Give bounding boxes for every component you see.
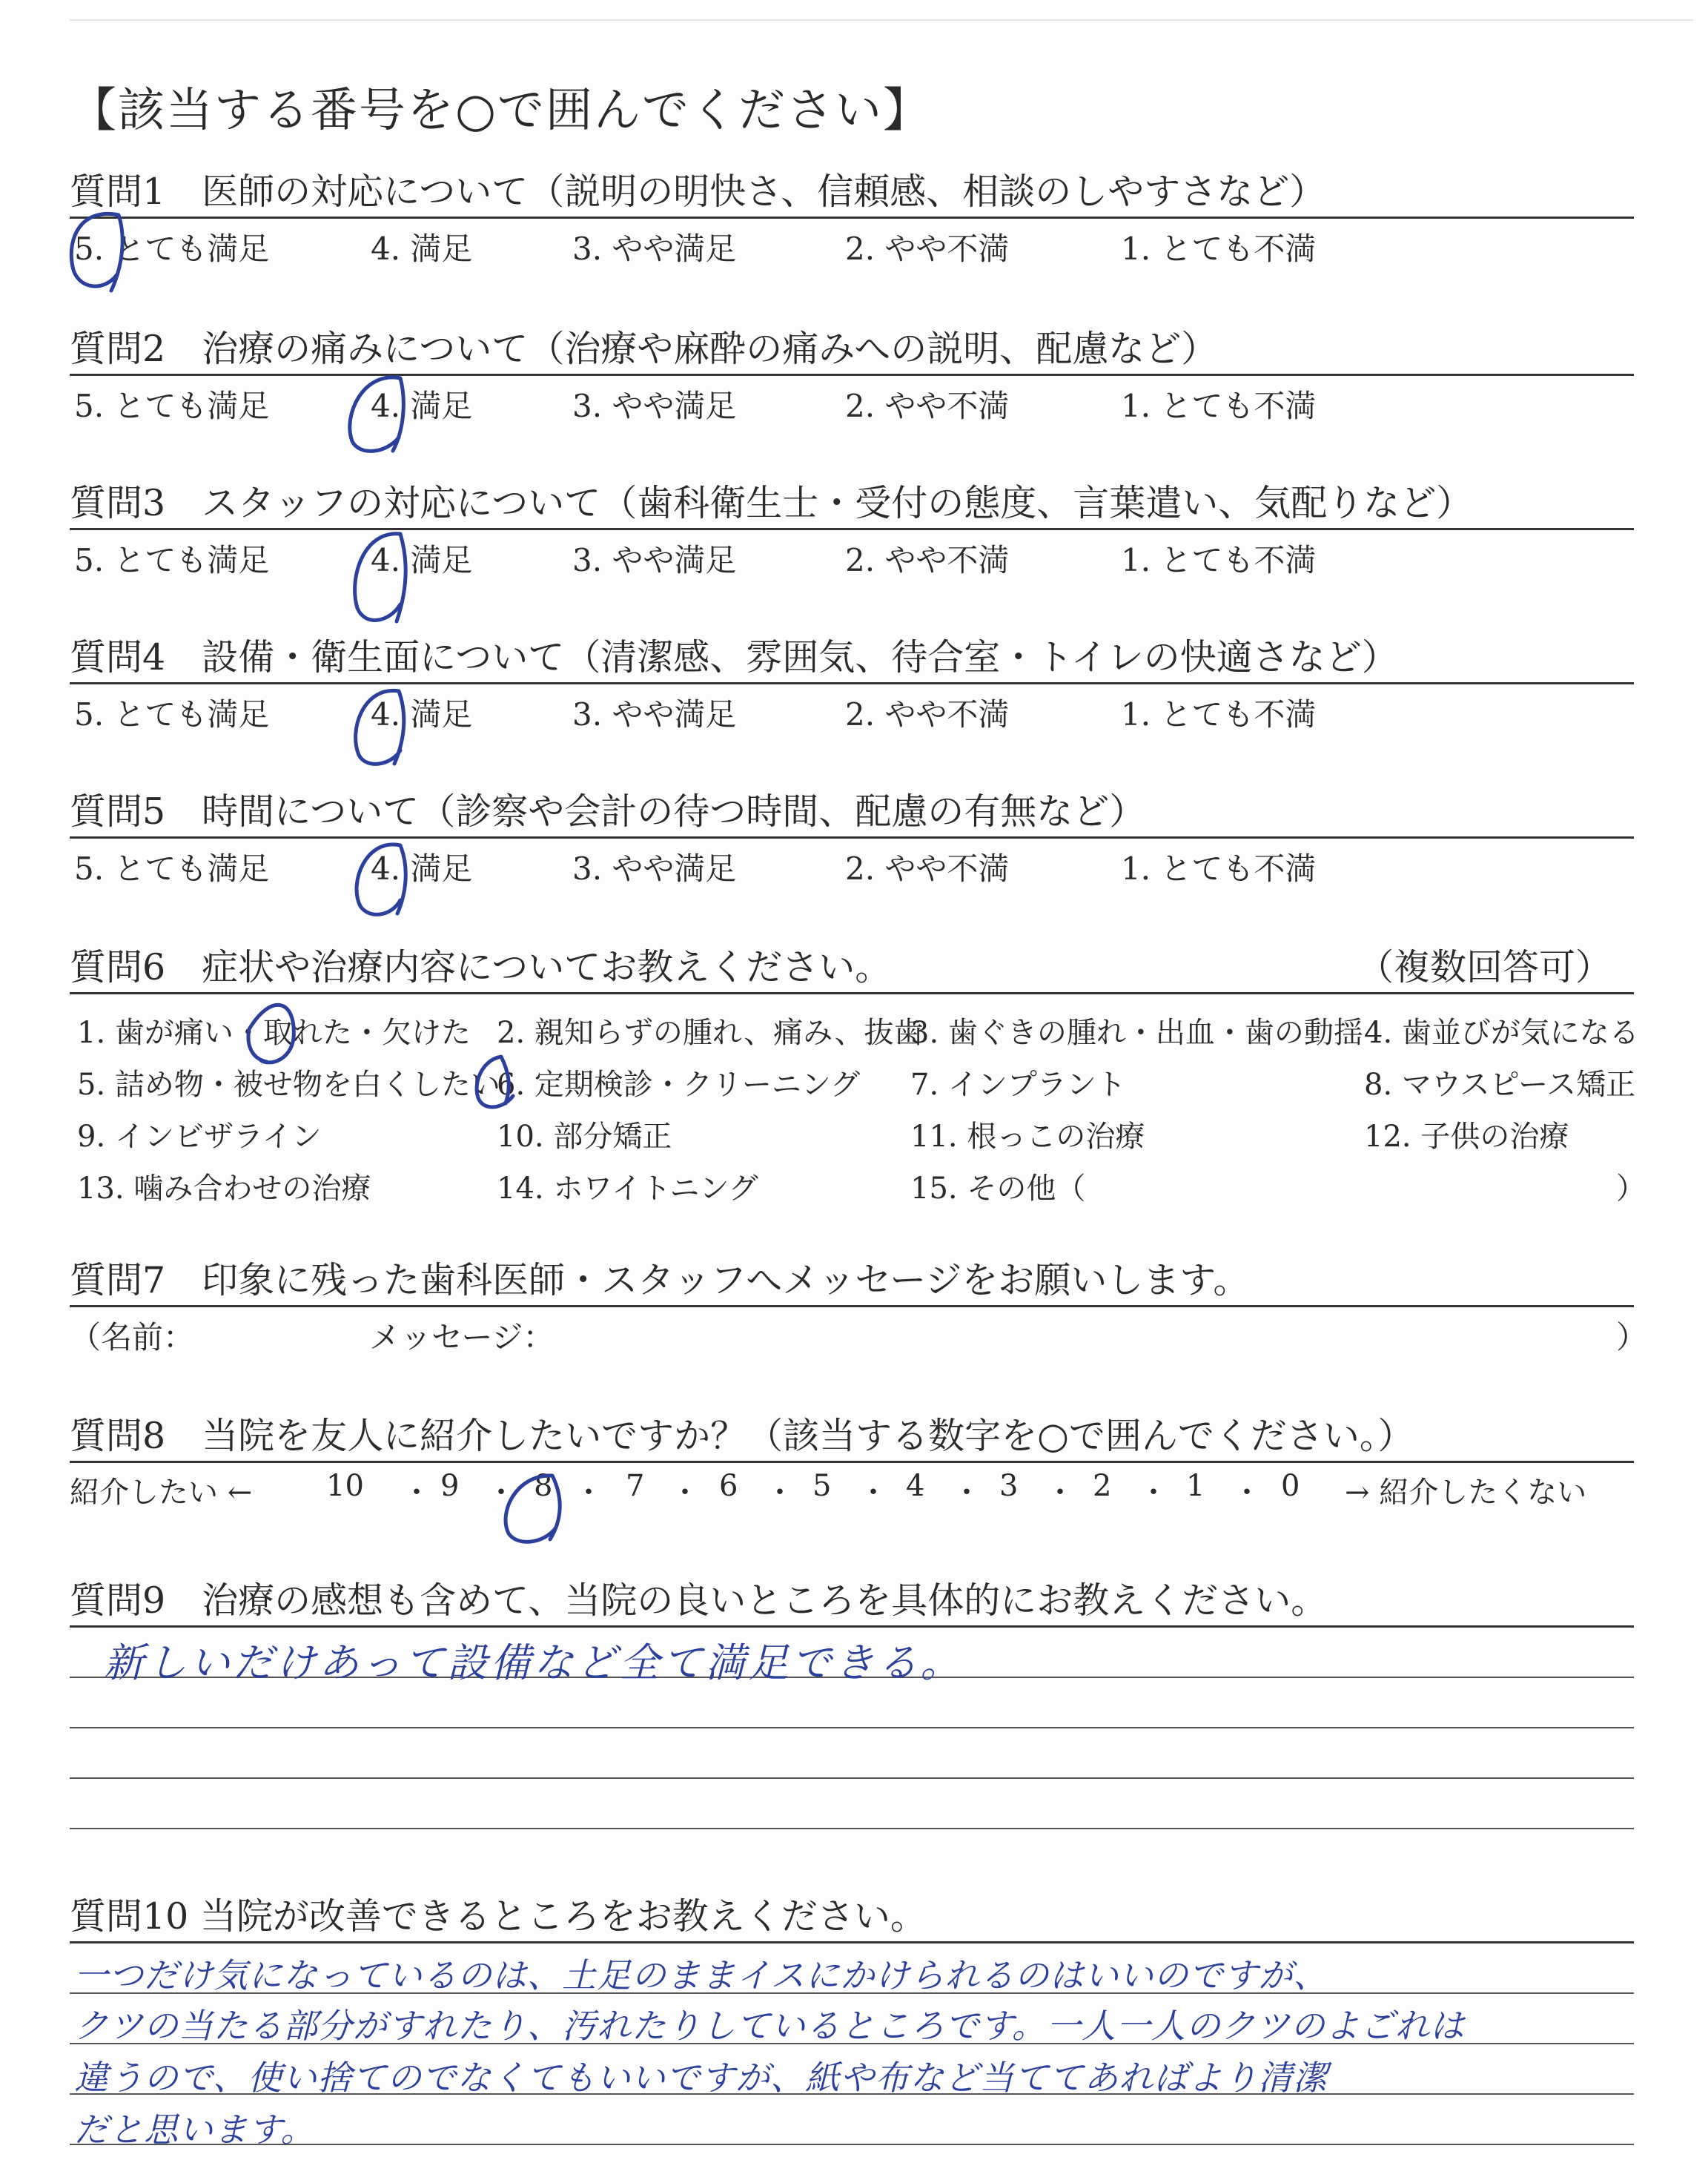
option-1[interactable]: 1. とても不満 <box>1121 231 1317 267</box>
scale-0[interactable]: 0 <box>1281 1469 1300 1503</box>
q8-answer-circle <box>506 1476 560 1542</box>
question-title-text: 質問6 症状や治療内容についてお教えください。 <box>70 946 892 988</box>
scale-4[interactable]: 4 <box>906 1469 925 1503</box>
scale-left-label: 紹介したい ← <box>70 1476 253 1510</box>
scale-9[interactable]: 9 <box>440 1469 460 1503</box>
option-5[interactable]: 5. とても満足 <box>74 542 270 578</box>
symptom-option-15[interactable]: 15. その他（ <box>910 1172 1086 1206</box>
option-4[interactable]: 4. 満足 <box>371 231 473 267</box>
scale-dot: ・ <box>1232 1476 1262 1510</box>
scale-3[interactable]: 3 <box>999 1469 1019 1503</box>
scale-dot: ・ <box>402 1476 431 1510</box>
q6-option-1-circle <box>248 1005 294 1063</box>
symptom-option-9[interactable]: 9. インビザライン <box>77 1120 322 1154</box>
scale-dot: ・ <box>1139 1476 1168 1510</box>
option-3[interactable]: 3. やや満足 <box>572 542 737 578</box>
other-close-paren: ） <box>1616 1172 1646 1206</box>
scale-dot: ・ <box>1045 1476 1075 1510</box>
scale-7[interactable]: 7 <box>626 1469 645 1503</box>
q10-handwritten-line-3: 違うので、使い捨てのでなくてもいいですが、紙や布など当ててあればより清潔 <box>74 2058 1328 2098</box>
q6-option-6-circle <box>477 1057 513 1107</box>
symptom-option-4[interactable]: 4. 歯並びが気になる <box>1364 1016 1639 1050</box>
option-1[interactable]: 1. とても不満 <box>1121 851 1317 887</box>
q9-handwritten-answer: 新しいだけあって設備など全て満足できる。 <box>104 1639 964 1686</box>
option-3[interactable]: 3. やや満足 <box>572 231 737 267</box>
symptom-option-5[interactable]: 5. 詰め物・被せ物を白くしたい <box>77 1068 500 1102</box>
question-title: 質問8 当院を友人に紹介したいですか？（該当する数字を○で囲んでください。） <box>70 1415 1414 1457</box>
question-title: 質問1 医師の対応について（説明の明快さ、信頼感、相談のしやすさなど） <box>70 171 1326 213</box>
scale-5[interactable]: 5 <box>812 1469 832 1503</box>
scale-6[interactable]: 6 <box>719 1469 738 1503</box>
option-4[interactable]: 4. 満足 <box>371 388 473 424</box>
scale-dot: ・ <box>952 1476 982 1510</box>
q1-answer-circle <box>71 214 122 291</box>
option-4[interactable]: 4. 満足 <box>371 851 473 887</box>
symptom-option-6[interactable]: 6. 定期検診・クリーニング <box>497 1068 861 1102</box>
scale-1[interactable]: 1 <box>1186 1469 1205 1503</box>
symptom-option-7[interactable]: 7. インプラント <box>910 1068 1126 1102</box>
message-close-paren: ） <box>1616 1319 1648 1355</box>
option-5[interactable]: 5. とても満足 <box>74 388 270 424</box>
form-header: 【該当する番号を○で囲んでください】 <box>70 83 931 137</box>
question-title: 質問9 治療の感想も含めて、当院の良いところを具体的にお教えください。 <box>70 1579 1328 1622</box>
symptom-option-11[interactable]: 11. 根っこの治療 <box>910 1120 1145 1154</box>
option-2[interactable]: 2. やや不満 <box>845 696 1010 733</box>
message-field-label[interactable]: メッセージ： <box>369 1319 555 1355</box>
q5-answer-circle <box>357 845 406 914</box>
symptom-option-12[interactable]: 12. 子供の治療 <box>1364 1120 1569 1154</box>
symptom-option-8[interactable]: 8. マウスピース矯正 <box>1364 1068 1636 1102</box>
option-1[interactable]: 1. とても不満 <box>1121 542 1317 578</box>
option-2[interactable]: 2. やや不満 <box>845 851 1010 887</box>
question-title: 質問2 治療の痛みについて（治療や麻酔の痛みへの説明、配慮など） <box>70 328 1218 370</box>
option-5[interactable]: 5. とても満足 <box>74 696 270 733</box>
question-title: 質問7 印象に残った歯科医師・スタッフへメッセージをお願いします。 <box>70 1259 1250 1301</box>
option-3[interactable]: 3. やや満足 <box>572 696 737 733</box>
option-5[interactable]: 5. とても満足 <box>74 231 270 267</box>
scale-10[interactable]: 10 <box>326 1469 364 1503</box>
option-1[interactable]: 1. とても不満 <box>1121 388 1317 424</box>
question-title: 質問3 スタッフの対応について（歯科衛生士・受付の態度、言葉遣い、気配りなど） <box>70 482 1473 524</box>
option-2[interactable]: 2. やや不満 <box>845 542 1010 578</box>
symptom-option-14[interactable]: 14. ホワイトニング <box>497 1172 758 1206</box>
q2-answer-circle <box>350 377 403 452</box>
name-field-label[interactable]: （名前： <box>70 1319 195 1355</box>
q3-answer-circle <box>355 534 406 621</box>
q4-answer-circle <box>356 690 404 764</box>
option-3[interactable]: 3. やや満足 <box>572 388 737 424</box>
option-2[interactable]: 2. やや不満 <box>845 231 1010 267</box>
scale-dot: ・ <box>574 1476 603 1510</box>
option-1[interactable]: 1. とても不満 <box>1121 696 1317 733</box>
option-4[interactable]: 4. 満足 <box>371 542 473 578</box>
question-title: 質問4 設備・衛生面について（清潔感、雰囲気、待合室・トイレの快適さなど） <box>70 636 1398 678</box>
scale-dot: ・ <box>765 1476 795 1510</box>
scale-dot: ・ <box>670 1476 700 1510</box>
question-title: 質問10 当院が改善できるところをお教えください。 <box>70 1895 927 1938</box>
scale-2[interactable]: 2 <box>1093 1469 1112 1503</box>
symptom-option-2[interactable]: 2. 親知らずの腫れ、痛み、抜歯 <box>497 1016 924 1050</box>
option-2[interactable]: 2. やや不満 <box>845 388 1010 424</box>
symptom-option-1[interactable]: 1. 歯が痛い・取れた・欠けた <box>77 1016 471 1050</box>
scale-right-label: → 紹介したくない <box>1345 1476 1587 1510</box>
question-title: 質問5 時間について（診察や会計の待つ時間、配慮の有無など） <box>70 790 1146 833</box>
option-4[interactable]: 4. 満足 <box>371 696 473 733</box>
multiple-answer-note: （複数回答可） <box>1357 946 1612 988</box>
q10-handwritten-line-1: 一つだけ気になっているのは、土足のままイスにかけられるのはいいのですが、 <box>74 1955 1328 1995</box>
scale-dot: ・ <box>486 1476 516 1510</box>
symptom-option-13[interactable]: 13. 噛み合わせの治療 <box>77 1172 371 1206</box>
q10-handwritten-line-4: だと思います。 <box>74 2110 316 2150</box>
q10-handwritten-line-2: クツの当たる部分がすれたり、汚れたりしているところです。一人一人のクツのよごれは <box>74 2006 1465 2046</box>
scale-dot: ・ <box>858 1476 888 1510</box>
scale-8[interactable]: 8 <box>534 1469 553 1503</box>
option-3[interactable]: 3. やや満足 <box>572 851 737 887</box>
symptom-option-10[interactable]: 10. 部分矯正 <box>497 1120 672 1154</box>
symptom-option-3[interactable]: 3. 歯ぐきの腫れ・出血・歯の動揺 <box>910 1016 1363 1050</box>
option-5[interactable]: 5. とても満足 <box>74 851 270 887</box>
